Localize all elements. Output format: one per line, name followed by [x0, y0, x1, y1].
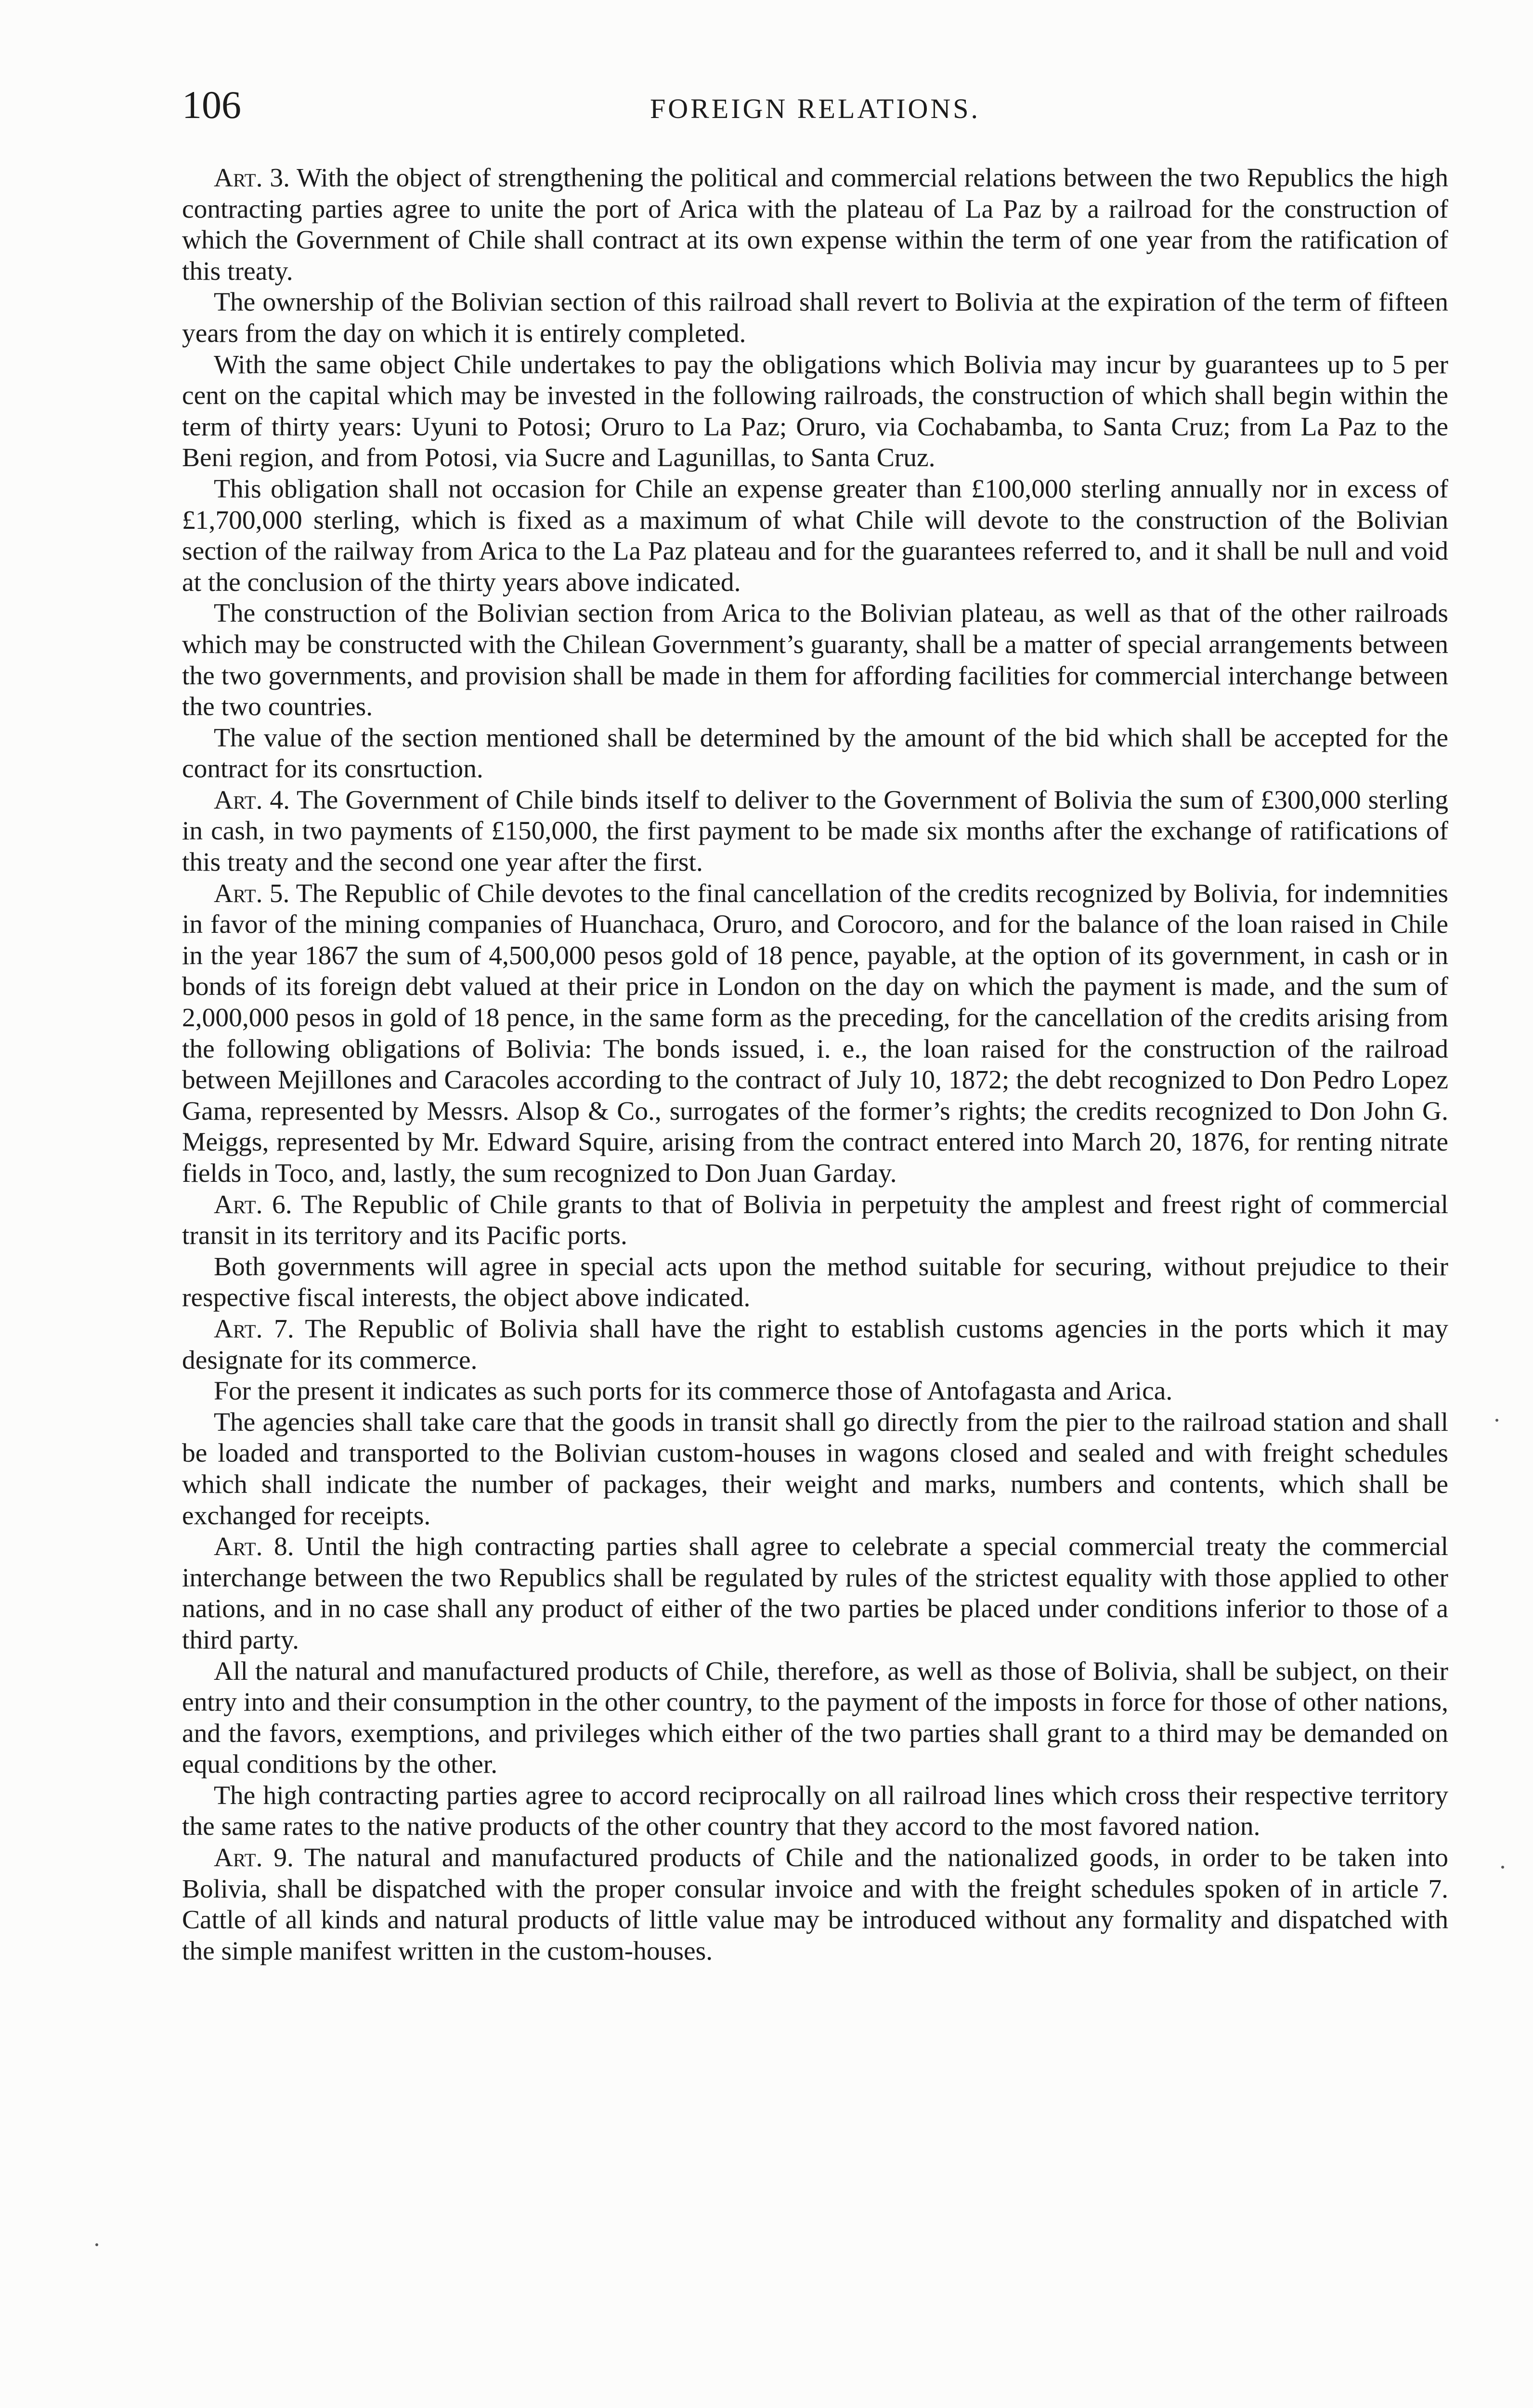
article-label: Art. 9.	[214, 1843, 294, 1873]
paragraph	[182, 598, 1448, 722]
paragraph	[182, 1252, 1448, 1314]
paragraph	[182, 1656, 1448, 1780]
page-number: 106	[182, 83, 241, 127]
paragraph-text: The Government of Chile binds itself to deliver to the Government of Bolivia the sum of £300,000 sterling in cash, in two payments of £150,000, the first payment to be made six months after the exchange of ratifications of this treaty and the second one year after the first.	[182, 785, 1448, 877]
paragraph	[182, 1780, 1448, 1843]
paragraph	[182, 723, 1448, 785]
paragraph-art-6	[182, 1190, 1448, 1252]
paragraph-text: The construction of the Bolivian section from Arica to the Bolivian plateau, as well as that of the other railroads which may be constructed with the Chilean Government’s guaranty, shall be a matter of special arrangements between the two governments, and provision shall be made in them for affording facilities for commercial interchange between the two countries.	[182, 599, 1448, 722]
article-label: Art. 8.	[214, 1532, 294, 1562]
paragraph	[182, 1376, 1448, 1407]
paragraph	[182, 474, 1448, 598]
page-header	[182, 81, 1448, 129]
paragraph-art-7	[182, 1314, 1448, 1376]
treaty-text	[182, 163, 1448, 1967]
paragraph-text: With the same object Chile undertakes to pay the obligations which Bolivia may incur by guarantees up to 5 per cent on the capital which may be invested in the following railroads, the construction of which shall begin within the term of thirty years: Uyuni to Potosi; Oruro to La Paz; Oruro, via Cochabamba, to Santa Cruz; from La Paz to the Beni region, and from Potosi, via Sucre and Lagunillas, to Santa Cruz.	[182, 350, 1448, 473]
article-label: Art. 7.	[214, 1314, 294, 1344]
paragraph-text: For the present it indicates as such ports for its commerce those of Antofagasta and Arica.	[214, 1376, 1173, 1406]
paragraph-text: The ownership of the Bolivian section of this railroad shall revert to Bolivia at the expiration of the term of fifteen years from the day on which it is entirely completed.	[182, 288, 1448, 348]
article-label: Art. 5.	[214, 878, 290, 908]
running-head: FOREIGN RELATIONS.	[650, 93, 981, 124]
paragraph	[182, 350, 1448, 474]
paragraph-art-8	[182, 1531, 1448, 1656]
paragraph-text: Both governments will agree in special acts upon the method suitable for securing, without prejudice to their respective fiscal interests, the object above indicated.	[182, 1252, 1448, 1313]
paragraph	[182, 1407, 1448, 1531]
paragraph-art-9	[182, 1843, 1448, 1967]
paragraph-text: This obligation shall not occasion for Chile an expense greater than £100,000 sterling annually nor in excess of £1,700,000 sterling, which is fixed as a maximum of what Chile will devote to the construction of the Bolivian section of the railway from Arica to the La Paz plateau and for the guarantees referred to, and it shall be null and void at the conclusion of the thirty years above indicated.	[182, 474, 1448, 597]
paragraph-art-3	[182, 163, 1448, 287]
paragraph-text: Until the high contracting parties shall agree to celebrate a special commercial treaty the commercial interchange between the two Republics shall be regulated by rules of the strictest equality with those applied to other nations, and in no case shall any product of either of the two parties be placed under conditions inferior to those of a third party.	[182, 1532, 1449, 1655]
article-label: Art. 3.	[214, 163, 290, 193]
paragraph	[182, 287, 1448, 349]
paragraph-text: All the natural and manufactured products of Chile, therefore, as well as those of Bolivia, shall be subject, on their entry into and their consumption in the other country, to the payment of the imposts in force for those of other nations, and the favors, exemptions, and privileges which either of the two parties shall grant to a third may be demanded on equal conditions by the other.	[182, 1656, 1448, 1780]
paragraph-text: The natural and manufactured products of Chile and the nationalized goods, in order to be taken into Bolivia, shall be dispatched with the proper consular invoice and with the freight schedules spoken of in article 7. Cattle of all kinds and natural products of little value may be introduced without any formality and dispatched with the simple manifest written in the custom-houses.	[182, 1843, 1449, 1966]
article-label: Art. 6.	[214, 1190, 292, 1219]
print-speck	[1495, 1419, 1498, 1422]
paragraph-text: The Republic of Chile devotes to the final cancellation of the credits recognized by Bolivia, for indemnities in favor of the mining companies of Huanchaca, Oruro, and Corocoro, and for the balance of the loan raised in Chile in the year 1867 the sum of 4,500,000 pesos gold of 18 pence, payable, at the option of its government, in cash or in bonds of its foreign debt valued at their price in London on the day on which the payment is made, and the sum of 2,000,000 pesos in gold of 18 pence, in the same form as the preceding, for the cancellation of the credits arising from the following obligations of Bolivia: The bonds issued, i. e., the loan raised for the construction of the railroad between Mejillones and Caracoles according to the contract of July 10, 1872; the debt recognized to Don Pedro Lopez Gama, represented by Messrs. Alsop & Co., surrogates of the former’s rights; the credits recognized to Don John G. Meiggs, represented by Mr. Edward Squire, arising from the contract entered into March 20, 1876, for renting nitrate fields in Toco, and, lastly, the sum recognized to Don Juan Garday.	[182, 878, 1449, 1188]
paragraph-art-4	[182, 785, 1448, 878]
print-speck	[95, 2243, 98, 2246]
paragraph-text: The Republic of Chile grants to that of Bolivia in perpetuity the amplest and freest right of commercial transit in its territory and its Pacific ports.	[182, 1190, 1449, 1251]
paragraph-text: With the object of strengthening the political and commercial relations between the two Republics the high contracting parties agree to unite the port of Arica with the plateau of La Paz by a railroad for the construction of which the Government of Chile shall contract at its own expense within the term of one year from the ratification of this treaty.	[182, 163, 1448, 286]
paragraph-text: The high contracting parties agree to accord reciprocally on all railroad lines which cross their respective territory the same rates to the native products of the other country that they accord to the most favored nation.	[182, 1780, 1448, 1842]
paragraph-art-5	[182, 878, 1448, 1190]
article-label: Art. 4.	[214, 785, 290, 815]
paragraph-text: The value of the section mentioned shall be determined by the amount of the bid which shall be accepted for the contract for its consrtuction.	[182, 723, 1448, 784]
print-speck	[1501, 1866, 1504, 1869]
paragraph-text: The agencies shall take care that the goods in transit shall go directly from the pier to the railroad station and shall be loaded and transported to the Bolivian custom-houses in wagons closed and sealed and with freight schedules which shall indicate the number of packages, their weight and marks, numbers and contents, which shall be exchanged for receipts.	[182, 1407, 1448, 1531]
paragraph-text: The Republic of Bolivia shall have the right to establish customs agencies in the ports which it may designate for its commerce.	[182, 1314, 1449, 1375]
